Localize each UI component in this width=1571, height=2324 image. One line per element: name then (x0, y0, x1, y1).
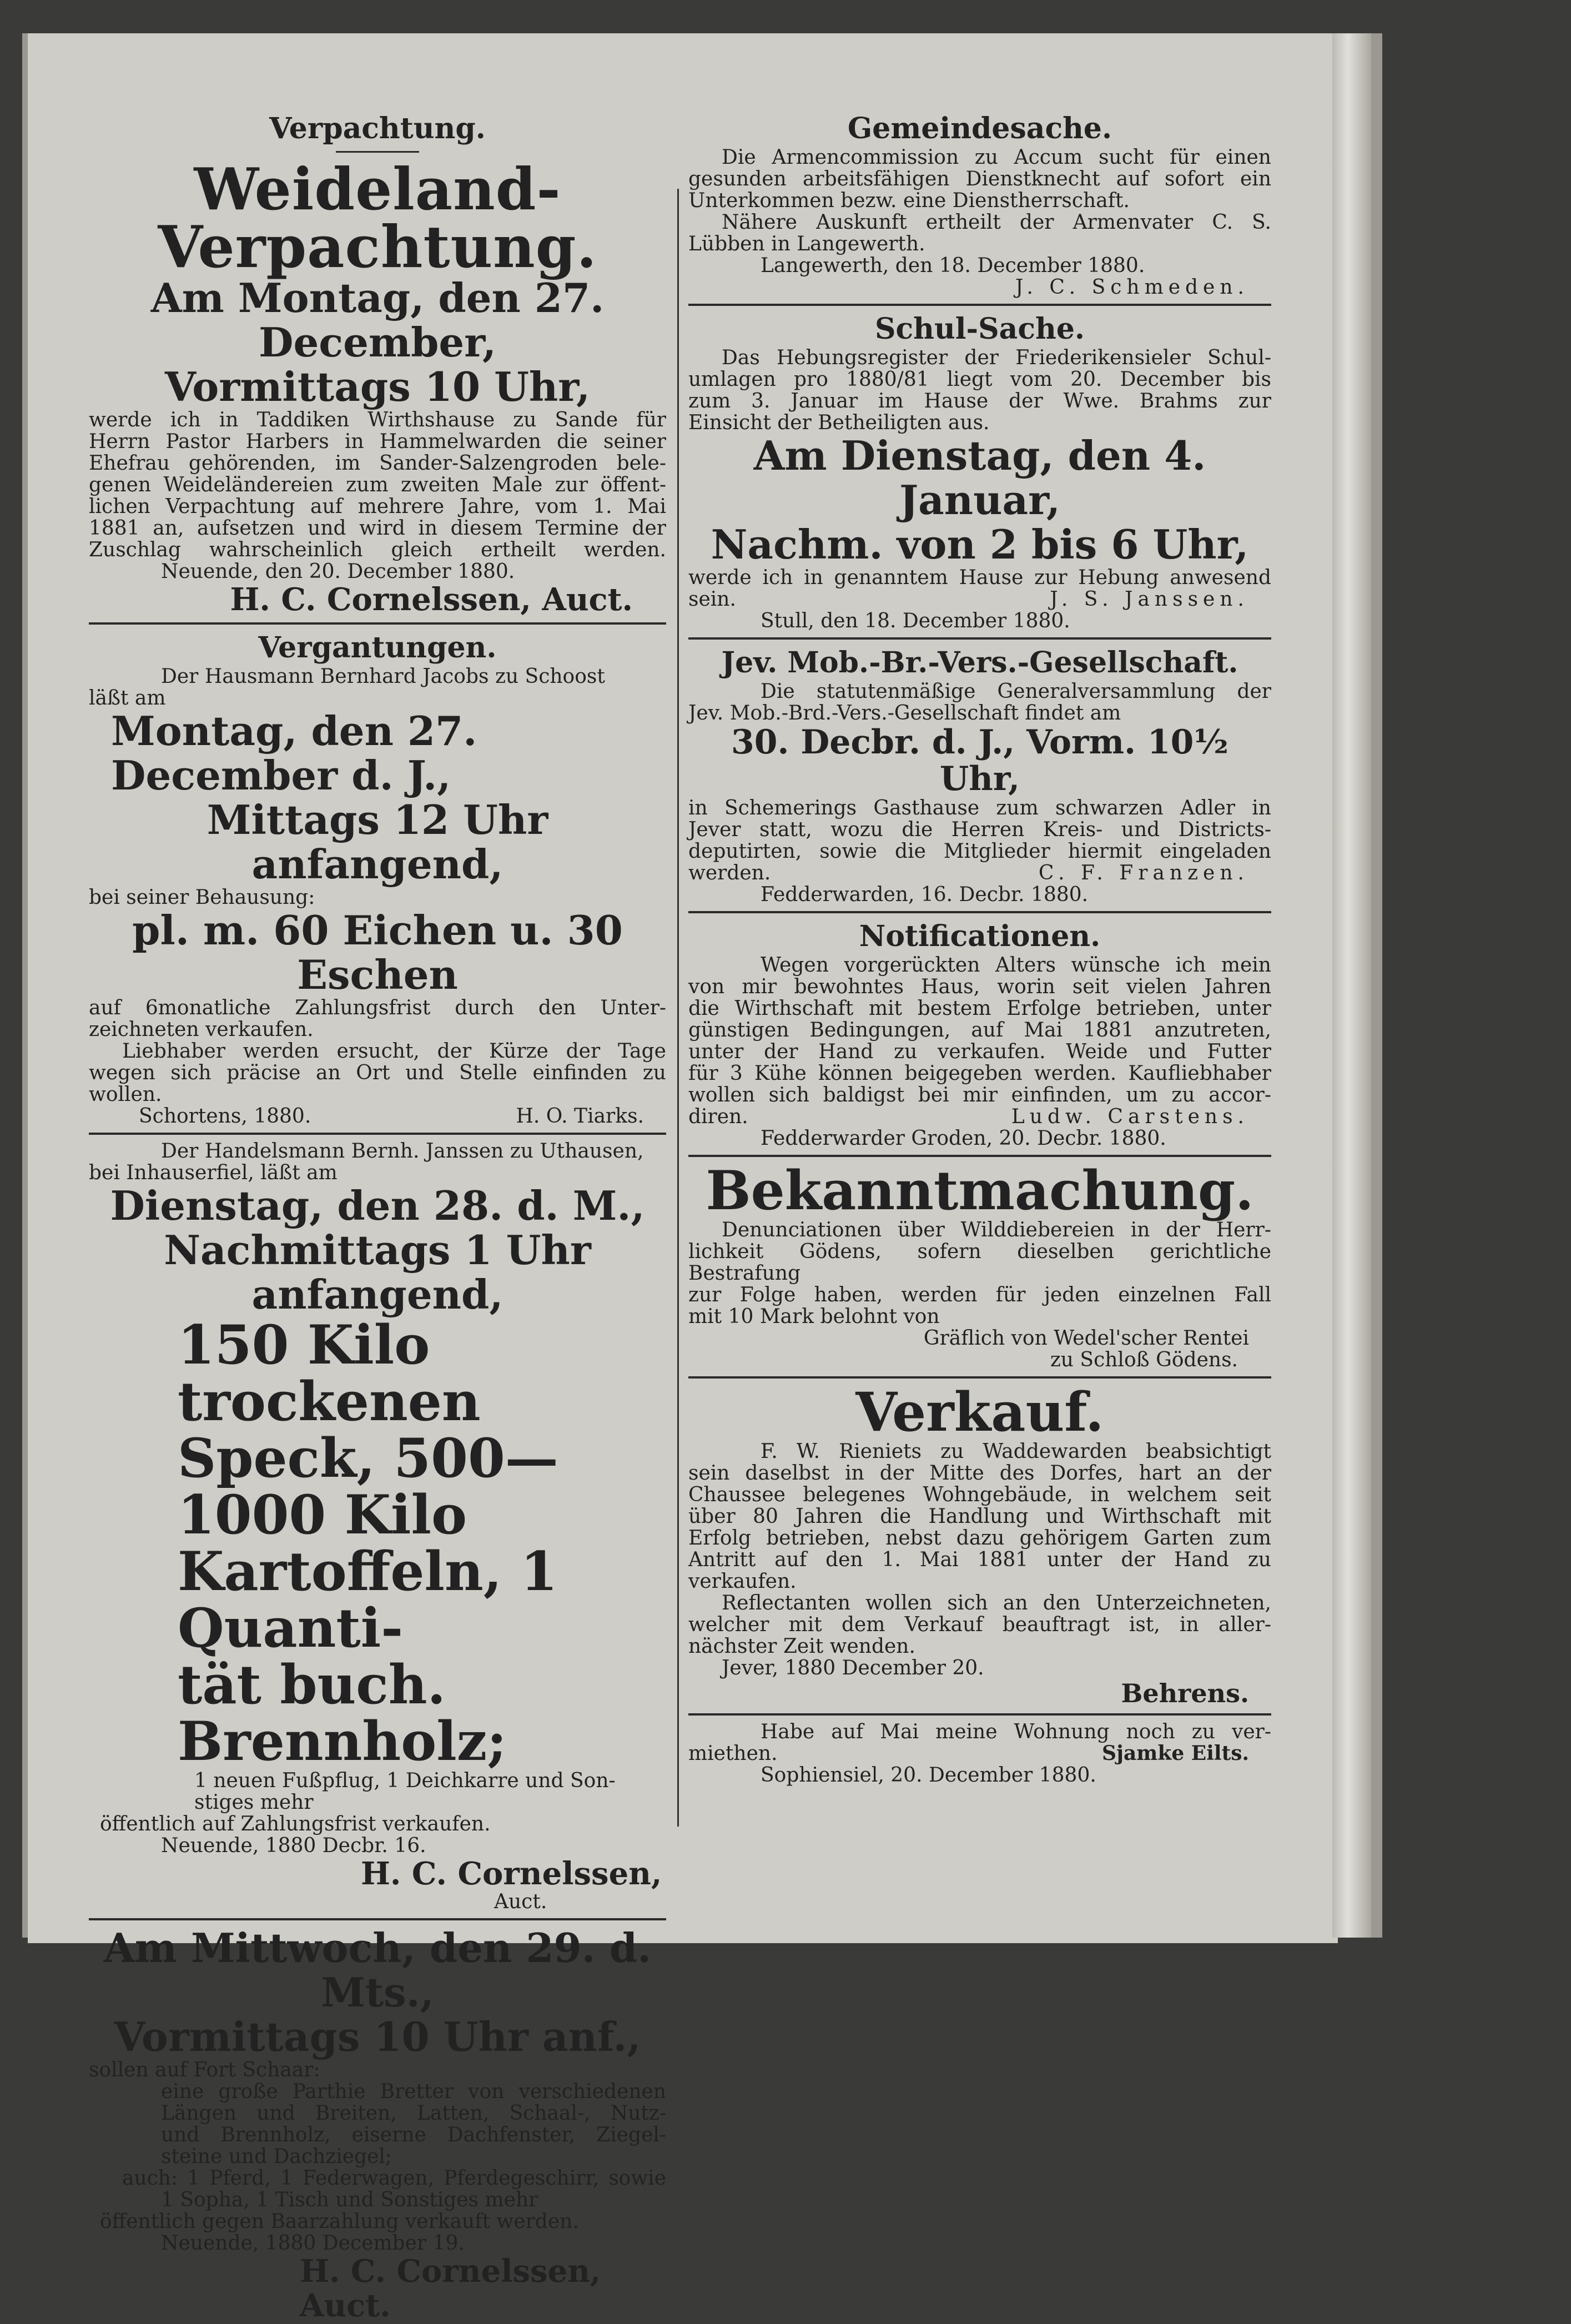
text-line: stiges mehr (194, 1791, 314, 1814)
text-line: eine große Parthie Bretter von verschiedenen (161, 2080, 666, 2103)
section-heading-verkauf: Verkauf. (855, 1381, 1104, 1443)
text-line: werden. (688, 862, 771, 884)
text-line: Wegen vorgerückten Alters wünsche ich mein (761, 954, 1271, 977)
section-heading-notificationen: Notificationen. (859, 919, 1101, 953)
signature: J. S. Janssen. (1050, 588, 1249, 611)
text-line: Erfolg betrieben, nebst dazu gehörigem Garten zum (688, 1527, 1271, 1550)
newspaper-page (28, 33, 1338, 2324)
place-date: Fedderwarder Groden, 20. Decbr. 1880. (761, 1127, 1166, 1150)
text-line: diren. (688, 1105, 748, 1128)
signature: H. C. Cornelssen, Auct. (300, 2253, 601, 2324)
text-line: über 80 Jahren die Handlung und Wirthschaft mit (688, 1505, 1271, 1528)
section-heading-bekanntmachung: Bekanntmachung. (706, 1159, 1254, 1222)
ad-big-line: 150 Kilo trockenen (178, 1314, 481, 1433)
ad-date-line: Am Mittwoch, den 29. d. Mts., (103, 1924, 652, 2016)
text-line: Das Hebungsregister der Friederikensieler Schul- (722, 346, 1271, 369)
text-line: Zuschlag wahrscheinlich gleich ertheilt werden. (89, 539, 666, 561)
text-line: 1 Sopha, 1 Tisch und Sonstiges mehr (161, 2189, 538, 2211)
text-line: F. W. Rieniets zu Waddewarden beabsichtigt (761, 1440, 1271, 1463)
place-date: Langewerth, den 18. December 1880. (761, 254, 1145, 277)
text-line: die Wirthschaft mit bestem Erfolge betrieben, unter (688, 997, 1271, 1020)
text-line: Denunciationen über Wilddiebereien in der Herr- (722, 1219, 1271, 1241)
ad-date-line: 30. Decbr. d. J., Vorm. 10½ Uhr, (731, 723, 1228, 798)
text-line: sein daselbst in der Mitte des Dorfes, hart an der (688, 1462, 1271, 1485)
signature: Sjamke Eilts. (1101, 1742, 1249, 1765)
text-line: in Schemerings Gasthause zum schwarzen Adler in (688, 797, 1271, 819)
text-line: für 3 Kühe können beigegeben werden. Kaufliebhaber (688, 1062, 1271, 1085)
text-line: unter der Hand zu verkaufen. Weide und Futter (688, 1040, 1271, 1063)
text-line: Der Hausmann Bernhard Jacobs zu Schoost (161, 665, 605, 688)
text-line: Nähere Auskunft ertheilt der Armenvater C. S. (722, 211, 1271, 234)
text-line: lichen Verpachtung auf mehrere Jahre, vom 1. Mai (89, 495, 666, 518)
text-line: mit 10 Mark belohnt von (688, 1305, 940, 1328)
text-line: deputirten, sowie die Mitglieder hiermit eingeladen (688, 840, 1271, 863)
ad-date-line: Montag, den 27. December d. J., (111, 707, 477, 799)
section-rule (89, 622, 666, 625)
text-line: gesunden arbeitsfähigen Dienstknecht auf sofort ein (688, 168, 1271, 190)
text-line: lichkeit Gödens, sofern dieselben gerichtliche Bestrafung (688, 1240, 1271, 1285)
place-date: Fedderwarden, 16. Decbr. 1880. (761, 883, 1089, 906)
column-divider (677, 189, 679, 1827)
ad-items-line: pl. m. 60 Eichen u. 30 Eschen (132, 907, 623, 998)
section-rule (688, 1376, 1271, 1379)
section-rule (688, 1155, 1271, 1157)
text-line: Habe auf Mai meine Wohnung noch zu ver- (761, 1721, 1271, 1743)
text-signature-row (688, 862, 1271, 884)
signature-line: zu Schloß Gödens. (1050, 1349, 1238, 1371)
text-line: bei Inhauserfiel, läßt am (89, 1161, 338, 1184)
ad-time-line: Vormittags 10 Uhr anf., (114, 2013, 641, 2060)
ad-time-line: Vormittags 10 Uhr, (164, 363, 591, 410)
place-signature-row (89, 1105, 666, 1127)
text-line: auf 6monatliche Zahlungsfrist durch den Unter- (89, 997, 666, 1019)
signature: H. C. Cornelssen, (361, 1855, 662, 1892)
text-line: sollen auf Fort Schaar: (89, 2059, 320, 2081)
text-line: Einsicht der Betheiligten aus. (688, 411, 990, 434)
heading-rule (336, 151, 419, 153)
text-line: Längen und Breiten, Latten, Schaal-, Nutz- (161, 2102, 666, 2125)
section-heading-schulsache: Schul-Sache. (874, 312, 1085, 346)
signature: H. C. Cornelssen, Auct. (230, 581, 633, 618)
signature: Behrens. (1121, 1678, 1249, 1708)
section-heading-jev: Jev. Mob.-Br.-Vers.-Gesellschaft. (721, 646, 1238, 680)
text-line: Herrn Pastor Harbers in Hammelwarden die seiner (89, 430, 666, 453)
place-date: Sophiensiel, 20. December 1880. (761, 1764, 1096, 1787)
place-date: Stull, den 18. December 1880. (761, 610, 1070, 632)
text-line: werde ich in genanntem Hause zur Hebung anwesend (688, 566, 1271, 589)
signature: Ludw. Carstens. (1011, 1105, 1249, 1128)
text-line: Liebhaber werden ersucht, der Kürze der Tage (122, 1040, 666, 1063)
signature: J. C. Schmeden. (1015, 276, 1249, 299)
text-line: Lübben in Langewerth. (688, 233, 925, 255)
text-line: Antritt auf den 1. Mai 1881 unter der Hand zu (688, 1548, 1271, 1571)
ad-time-line: Mittags 12 Uhr anfangend, (207, 796, 548, 888)
text-line: 1881 an, aufsetzen und wird in diesem Termine der (89, 517, 666, 540)
text-line: läßt am (89, 687, 166, 710)
section-rule (688, 911, 1271, 913)
text-signature-row (688, 588, 1271, 610)
text-line: Der Handelsmann Bernh. Janssen zu Uthausen, (161, 1140, 644, 1163)
text-line: günstigen Bedingungen, auf Mai 1881 anzutreten, (688, 1019, 1271, 1042)
ad-big-line: Kartoffeln, 1 Quanti- (178, 1540, 558, 1659)
text-line: umlagen pro 1880/81 liegt vom 20. December bis (688, 368, 1271, 391)
signature-title: Auct. (494, 1890, 547, 1913)
text-line: wollen sich baldigst bei mir einfinden, um zu accor- (688, 1084, 1271, 1106)
left-column (89, 33, 666, 2323)
text-line: verkaufen. (688, 1570, 797, 1593)
text-line: sein. (688, 588, 736, 611)
signature: H. O. Tiarks. (516, 1105, 644, 1128)
signature: C. F. Franzen. (1038, 862, 1249, 884)
text-signature-row (688, 1743, 1271, 1764)
text-line: Die statutenmäßige Generalversammlung der (761, 680, 1271, 703)
text-line: welcher mit dem Verkauf beauftragt ist, in aller- (688, 1613, 1271, 1636)
text-line: Jever statt, wozu die Herren Kreis- und Districts- (688, 818, 1271, 841)
section-rule (89, 1918, 666, 1920)
text-line: auch: 1 Pferd, 1 Federwagen, Pferdegeschirr, sowie (122, 2167, 666, 2190)
section-rule (688, 1713, 1271, 1716)
text-line: 1 neuen Fußpflug, 1 Deichkarre und Son- (194, 1769, 616, 1792)
text-line: miethen. (688, 1742, 778, 1765)
page-edge (1332, 33, 1371, 1938)
text-line: Die Armencommission zu Accum sucht für einen (722, 146, 1271, 169)
right-column (688, 33, 1271, 1786)
ad-time-line: Nachm. von 2 bis 6 Uhr, (711, 521, 1249, 568)
text-line: Ehefrau gehörenden, im Sander-Salzengroden bele- (89, 452, 666, 475)
text-signature-row (688, 1106, 1271, 1128)
text-line: Unterkommen bezw. eine Dienstherrschaft. (688, 189, 1130, 212)
section-rule (688, 304, 1271, 306)
text-line: bei seiner Behausung: (89, 886, 315, 909)
text-line: nächster Zeit wenden. (688, 1635, 915, 1658)
section-heading-gemeindesache: Gemeindesache. (847, 112, 1112, 145)
ad-time-line: Nachmittags 1 Uhr anfangend, (164, 1226, 591, 1318)
text-line: zum 3. Januar im Hause der Wwe. Brahms zur (688, 390, 1271, 413)
section-heading-verpachtung: Verpachtung. (269, 112, 486, 145)
text-line: zeichneten verkaufen. (89, 1018, 314, 1041)
section-heading-vergantungen: Vergantungen. (258, 631, 497, 665)
text-line: steine und Dachziegel; (161, 2145, 392, 2168)
text-line: zur Folge haben, werden für jeden einzelnen Fall (688, 1284, 1271, 1306)
text-line: von mir bewohntes Haus, worin seit vielen Jahren (688, 975, 1271, 998)
ad-date-line: Am Dienstag, den 4. Januar, (753, 432, 1206, 524)
place-date: Schortens, 1880. (139, 1105, 311, 1128)
signature-line: Gräflich von Wedel'scher Rentei (923, 1327, 1249, 1350)
text-line: und Brennholz, eiserne Dachfenster, Ziegel- (161, 2124, 666, 2146)
ad-title-weideland: Weideland-Verpachtung. (158, 155, 597, 281)
text-line: Reflectanten wollen sich an den Unterzeichneten, (722, 1592, 1271, 1614)
section-rule (688, 637, 1271, 640)
place-date: Neuende, den 20. December 1880. (161, 560, 515, 583)
text-line: wegen sich präcise an Ort und Stelle einfinden zu (89, 1062, 666, 1084)
place-date: Neuende, 1880 Decbr. 16. (161, 1834, 426, 1857)
ad-big-line: tät buch. Brennholz; (178, 1653, 507, 1773)
text-line: Chaussee belegenes Wohngebäude, in welchem seit (688, 1483, 1271, 1506)
text-line: Jev. Mob.-Brd.-Vers.-Gesellschaft findet am (688, 702, 1121, 725)
ad-big-line: Speck, 500—1000 Kilo (178, 1427, 558, 1546)
ad-body (89, 409, 666, 561)
place-date: Neuende, 1880 December 19. (161, 2232, 465, 2255)
section-rule (89, 1133, 666, 1135)
text-line: öffentlich gegen Baarzahlung verkauft werden. (100, 2210, 579, 2233)
text-line: werde ich in Taddiken Wirthshause zu Sande für (89, 409, 666, 431)
ad-date-line: Dienstag, den 28. d. M., (110, 1182, 645, 1229)
text-line: öffentlich auf Zahlungsfrist verkaufen. (100, 1813, 491, 1835)
text-line: wollen. (89, 1083, 162, 1106)
place-date: Jever, 1880 December 20. (722, 1657, 984, 1679)
text-line: genen Weideländereien zum zweiten Male zur öffent- (89, 474, 666, 496)
ad-date-line: Am Montag, den 27. December, (150, 274, 605, 366)
